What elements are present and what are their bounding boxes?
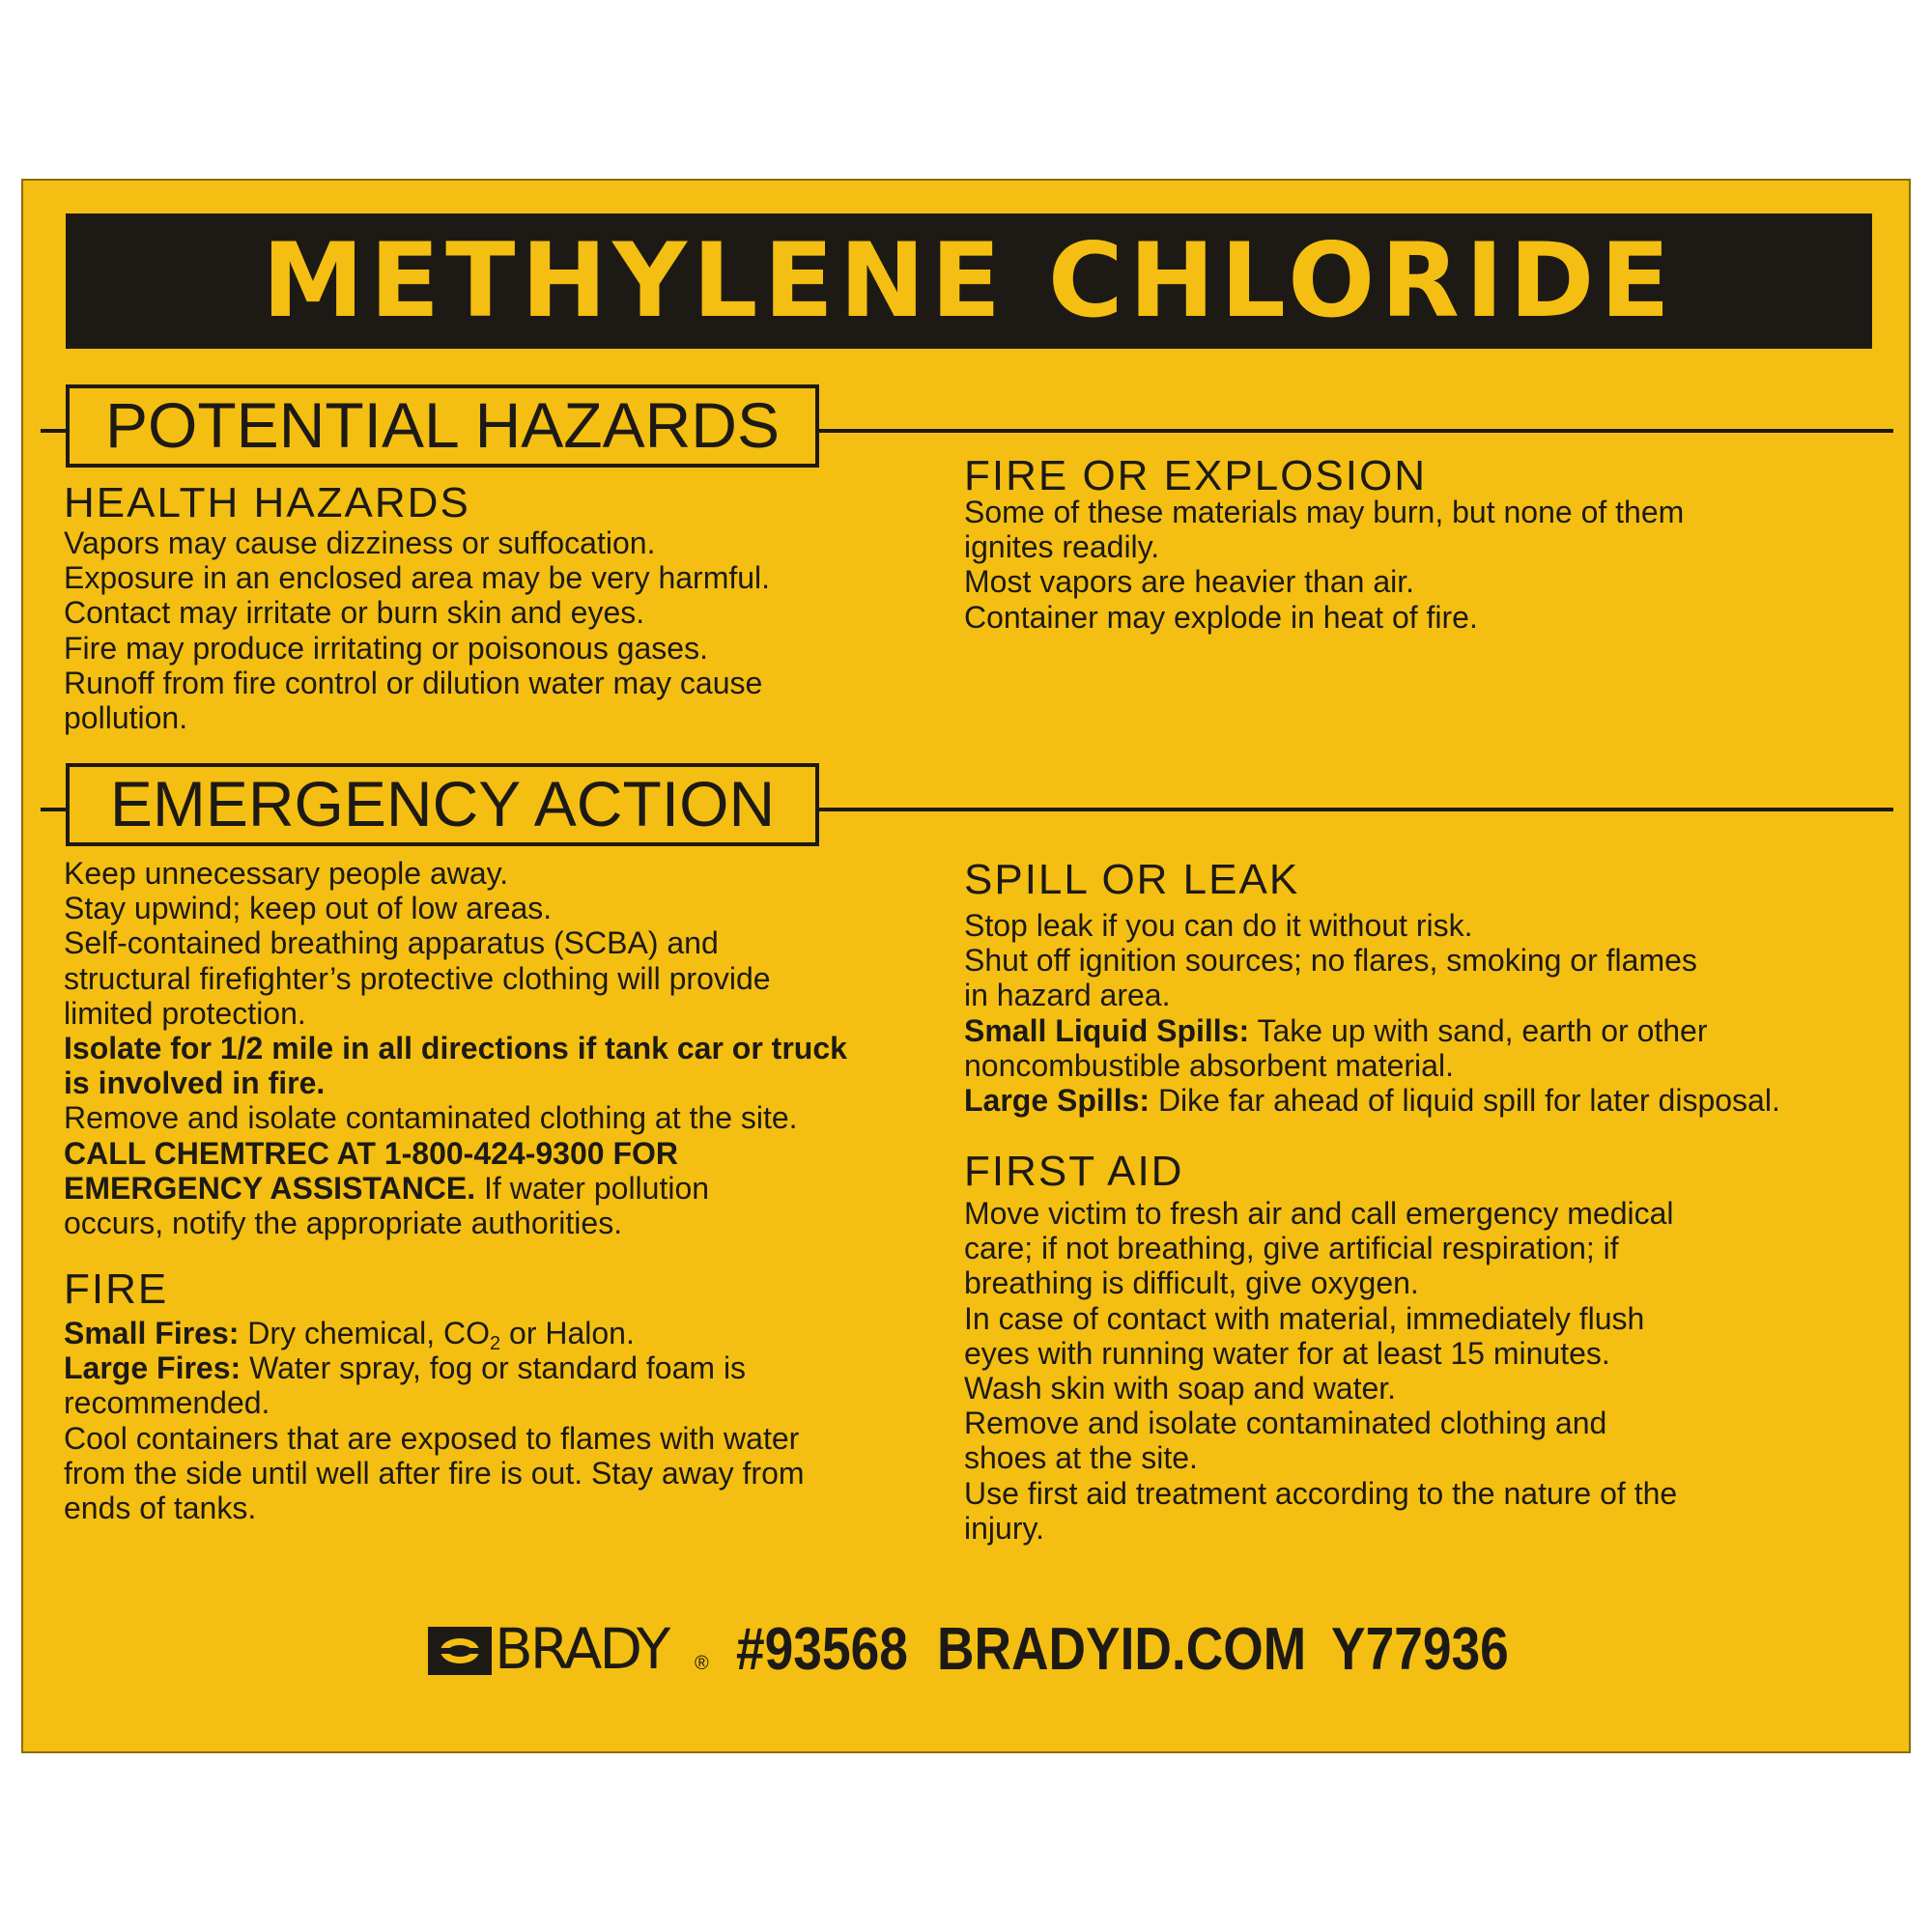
spill-line: in hazard area. bbox=[964, 978, 1171, 1013]
large-fires-label: Large Fires: bbox=[64, 1350, 242, 1386]
health-line: Exposure in an enclosed area may be very harmful. bbox=[64, 560, 771, 596]
health-hazards-text bbox=[64, 526, 770, 735]
product-code: Y77936 bbox=[1331, 1616, 1509, 1683]
emergency-line: Stay upwind; keep out of low areas. bbox=[64, 891, 553, 926]
fire-explosion-line: Most vapors are heavier than air. bbox=[964, 564, 1415, 600]
brand-name: BRADY bbox=[495, 1616, 668, 1682]
small-fires-label: Small Fires: bbox=[64, 1316, 240, 1350]
small-fires-text: Dry chemical, CO bbox=[239, 1316, 490, 1350]
brady-logo-icon bbox=[428, 1627, 492, 1675]
emergency-line: structural firefighter’s protective clothing will provide bbox=[64, 960, 771, 996]
first-aid-line: shoes at the site. bbox=[964, 1440, 1198, 1476]
cool-line: from the side until well after fire is out. Stay away from bbox=[64, 1455, 805, 1491]
first-aid-line: injury. bbox=[964, 1510, 1044, 1546]
isolate-text: is involved in fire. bbox=[64, 1065, 326, 1101]
fire-explosion-line: Container may explode in heat of fire. bbox=[964, 599, 1478, 635]
first-aid-line: Remove and isolate contaminated clothing and bbox=[964, 1406, 1607, 1441]
part-number: #93568 bbox=[736, 1616, 908, 1683]
fire-explosion-heading: FIRE OR EXPLOSION bbox=[964, 452, 1427, 499]
spill-heading: SPILL OR LEAK bbox=[964, 856, 1300, 903]
chemtrec-rest-text: If water pollution bbox=[475, 1170, 710, 1206]
fire-text bbox=[64, 1316, 805, 1525]
health-line: Fire may produce irritating or poisonous gases. bbox=[64, 630, 708, 666]
potential-hazards-rule-right bbox=[817, 429, 1893, 433]
health-line: Vapors may cause dizziness or suffocation. bbox=[64, 526, 656, 560]
small-spills-line: noncombustible absorbent material. bbox=[964, 1047, 1454, 1083]
spill-line: Shut off ignition sources; no flares, smoking or flames bbox=[964, 943, 1697, 979]
first-aid-line: Wash skin with soap and water. bbox=[964, 1371, 1397, 1406]
large-spills-text: Dike far ahead of liquid spill for later disposal. bbox=[1150, 1083, 1780, 1119]
emergency-general-text bbox=[64, 856, 847, 1240]
first-aid-heading: FIRST AID bbox=[964, 1148, 1184, 1195]
large-spills-line bbox=[964, 1083, 1780, 1118]
emergency-line: limited protection. bbox=[64, 995, 306, 1031]
small-fires-text-end: or Halon. bbox=[500, 1316, 635, 1350]
health-line: pollution. bbox=[64, 700, 188, 736]
chemtrec-line bbox=[64, 1136, 847, 1171]
large-fires-line bbox=[64, 1350, 805, 1385]
spill-line: Stop leak if you can do it without risk. bbox=[964, 908, 1473, 943]
first-aid-line: In case of contact with material, immediately flush bbox=[964, 1300, 1645, 1336]
first-aid-line: eyes with running water for at least 15 minutes. bbox=[964, 1335, 1610, 1371]
fire-heading: FIRE bbox=[64, 1265, 169, 1313]
first-aid-line: care; if not breathing, give artificial respiration; if bbox=[964, 1231, 1619, 1266]
health-line: Contact may irritate or burn skin and eyes. bbox=[64, 595, 645, 631]
cool-line: Cool containers that are exposed to flames with water bbox=[64, 1420, 800, 1456]
isolate-text: Isolate for 1/2 mile in all directions if tank car or truck bbox=[64, 1031, 847, 1066]
potential-hazards-header: POTENTIAL HAZARDS bbox=[66, 384, 819, 468]
label-title: METHYLENE CHLORIDE bbox=[262, 221, 1676, 340]
chemtrec-bold-text: EMERGENCY ASSISTANCE. bbox=[64, 1170, 476, 1206]
first-aid-line: breathing is difficult, give oxygen. bbox=[964, 1265, 1419, 1301]
small-spills-text: Take up with sand, earth or other bbox=[1249, 1012, 1708, 1048]
fire-explosion-line: Some of these materials may burn, but none of them bbox=[964, 495, 1685, 529]
website: BRADYID.COM bbox=[937, 1616, 1307, 1683]
chemtrec-text: CALL CHEMTREC AT 1-800-424-9300 FOR bbox=[64, 1135, 678, 1171]
spill-text bbox=[964, 908, 1780, 1118]
small-fires-line bbox=[64, 1316, 805, 1354]
first-aid-line: Move victim to fresh air and call emergency medical bbox=[964, 1196, 1674, 1231]
chemtrec-line: occurs, notify the appropriate authorities. bbox=[64, 1206, 623, 1241]
remove-line: Remove and isolate contaminated clothing at the site. bbox=[64, 1100, 798, 1136]
first-aid-line: Use first aid treatment according to the nature of the bbox=[964, 1475, 1678, 1511]
large-spills-label: Large Spills: bbox=[964, 1083, 1151, 1119]
title-bar bbox=[66, 213, 1872, 349]
large-fires-line: recommended. bbox=[64, 1385, 270, 1421]
emergency-action-rule-left bbox=[41, 808, 68, 811]
first-aid-text bbox=[964, 1196, 1677, 1546]
small-spills-label: Small Liquid Spills: bbox=[964, 1012, 1250, 1048]
isolate-line bbox=[64, 1031, 847, 1065]
emergency-line: Self-contained breathing apparatus (SCBA) and bbox=[64, 925, 719, 961]
co2-subscript: 2 bbox=[490, 1333, 501, 1354]
fire-explosion-text bbox=[964, 495, 1684, 635]
chemtrec-line bbox=[64, 1171, 847, 1206]
small-spills-line bbox=[964, 1013, 1780, 1048]
health-hazards-heading: HEALTH HAZARDS bbox=[64, 479, 470, 526]
potential-hazards-rule-left bbox=[41, 429, 68, 433]
emergency-action-header: EMERGENCY ACTION bbox=[66, 763, 819, 846]
large-fires-text: Water spray, fog or standard foam is bbox=[241, 1350, 747, 1386]
registered-mark: ® bbox=[695, 1653, 709, 1674]
isolate-line bbox=[64, 1065, 847, 1100]
cool-line: ends of tanks. bbox=[64, 1491, 257, 1526]
emergency-line: Keep unnecessary people away. bbox=[64, 856, 509, 891]
fire-explosion-line: ignites readily. bbox=[964, 529, 1160, 565]
health-line: Runoff from fire control or dilution water may cause bbox=[64, 665, 763, 700]
emergency-action-rule-right bbox=[817, 808, 1893, 811]
